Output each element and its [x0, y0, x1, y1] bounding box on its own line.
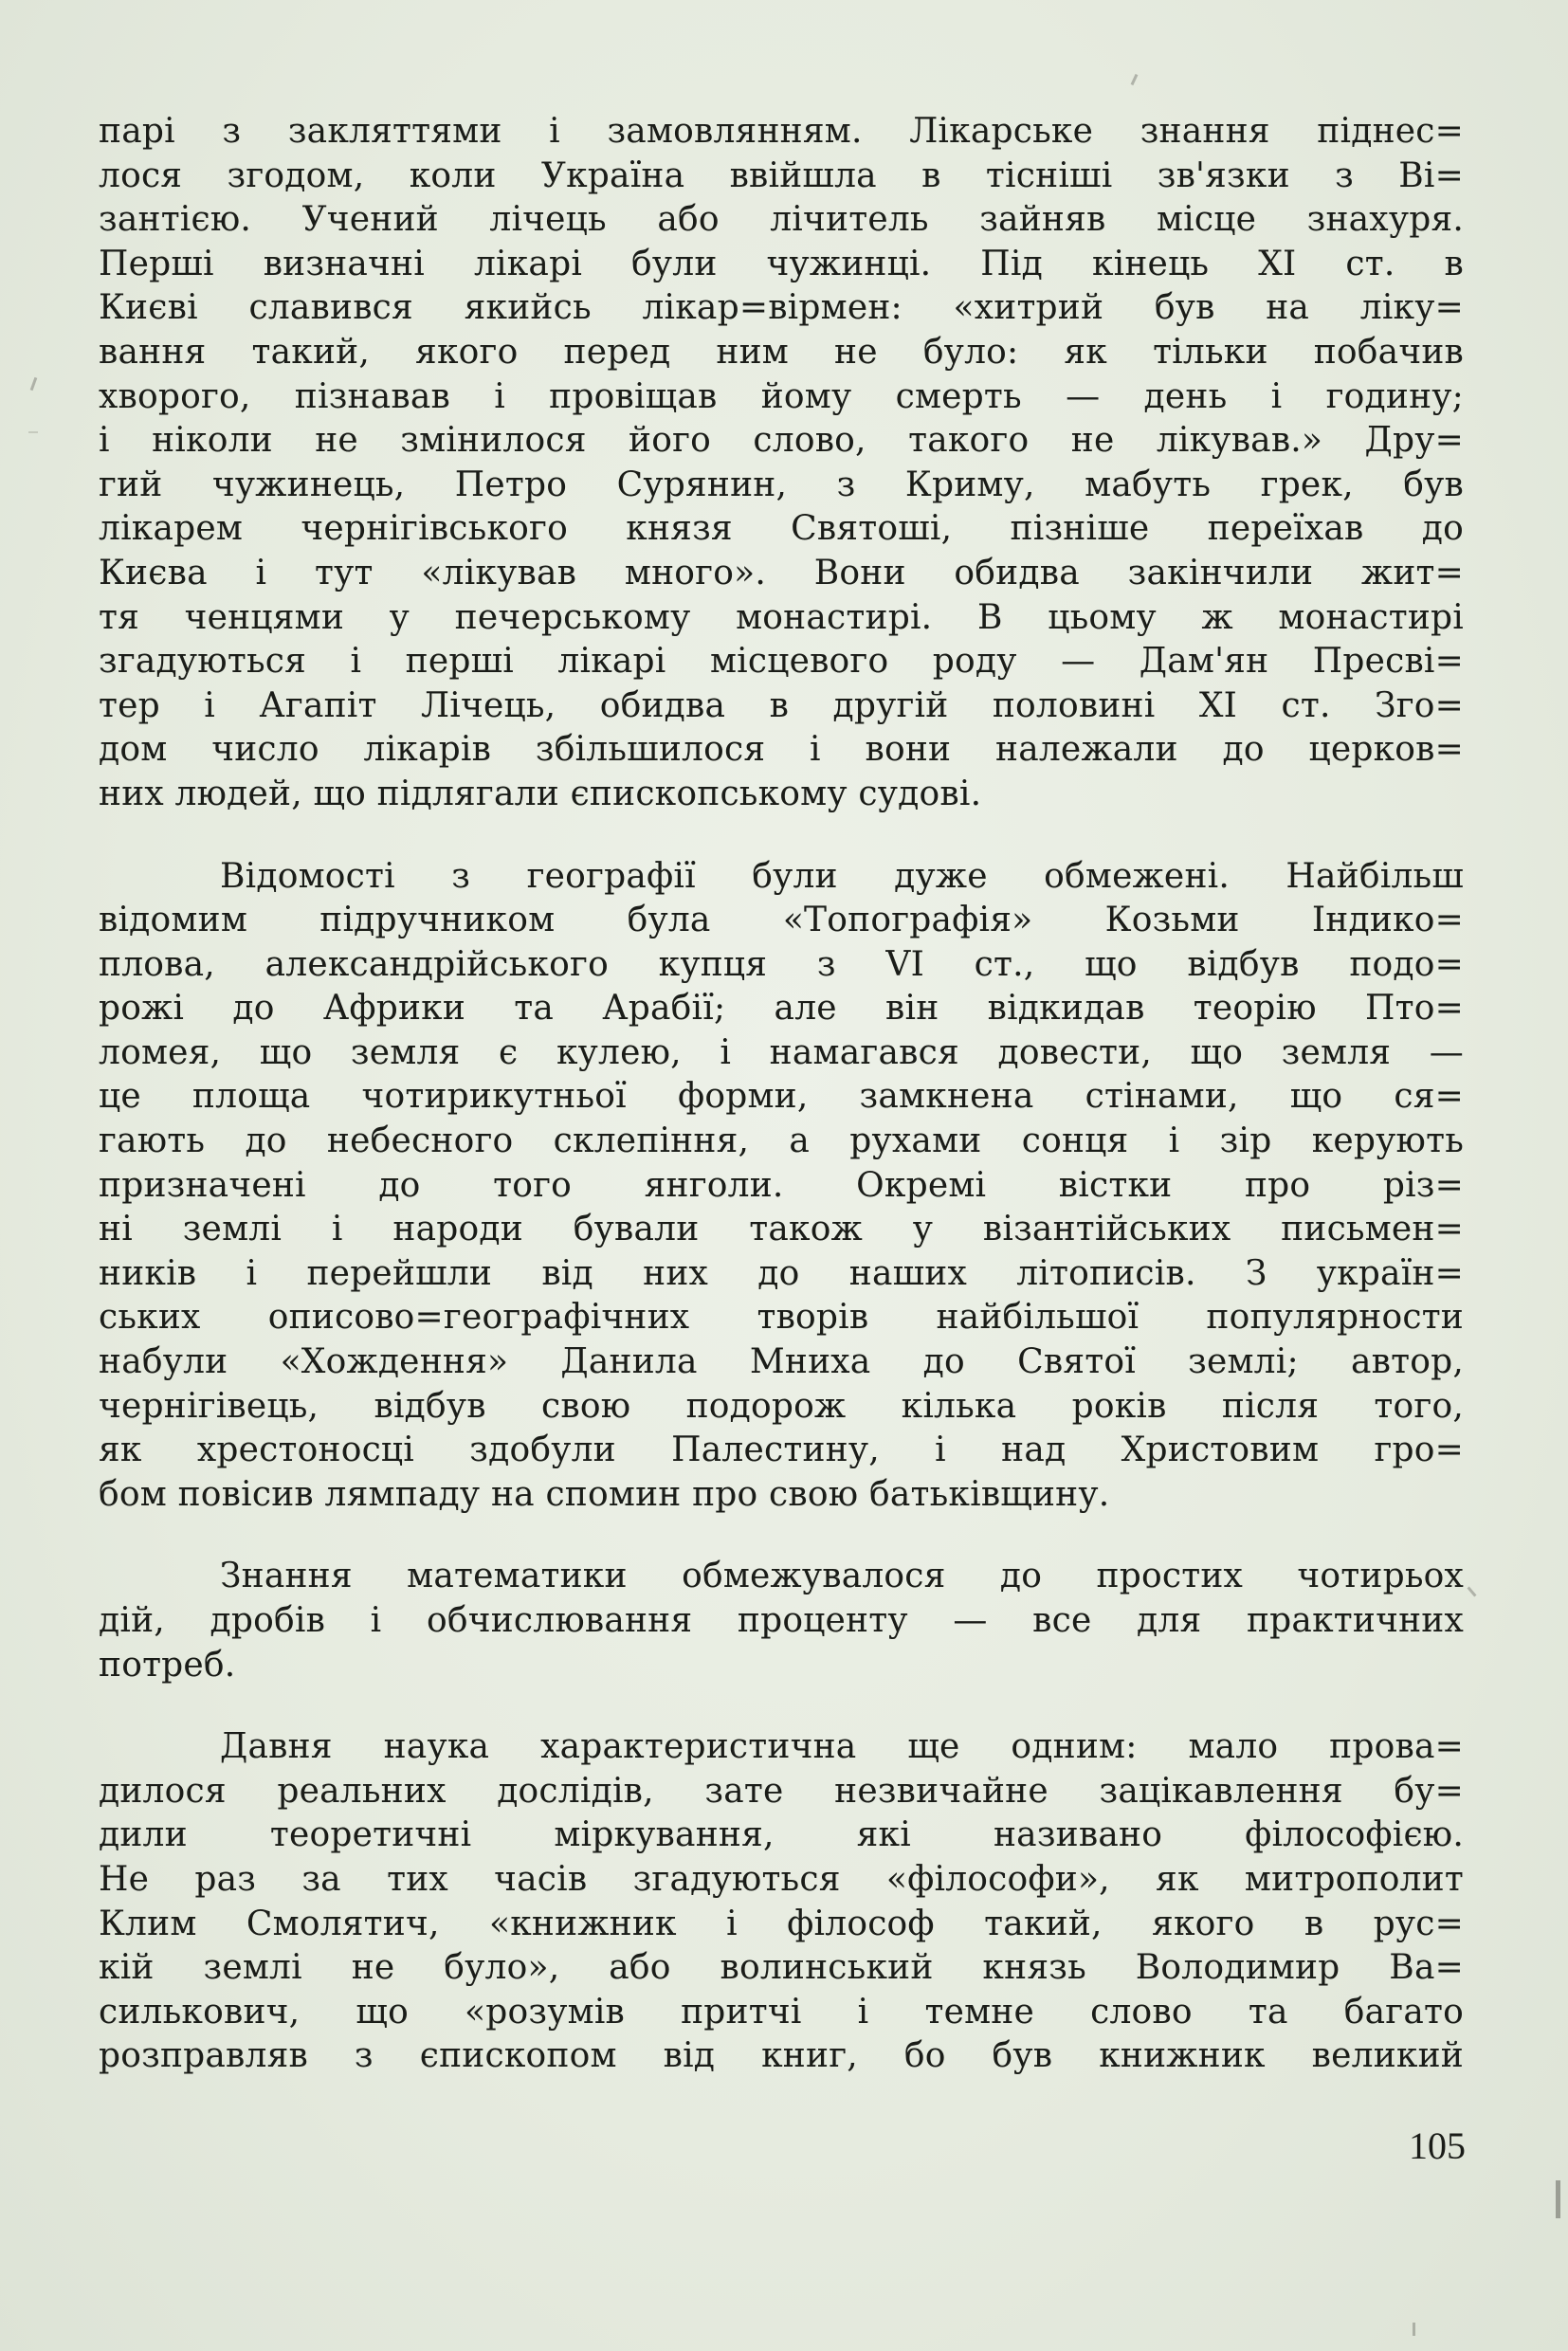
text-line: гають до небесного склепіння, а рухами сонця і зір керують: [99, 1121, 1464, 1161]
text-line: лося згодом, коли Україна ввійшла в тісніші зв'язки з Ві=: [99, 155, 1464, 195]
text-line: і ніколи не змінилося його слово, такого не лікував.» Дру=: [99, 421, 1464, 461]
text-line: гий чужинець, Петро Сурянин, з Криму, мабуть грек, був: [99, 465, 1464, 504]
text-line: потреб.: [99, 1645, 236, 1685]
text-line: Відомості з географії були дуже обмежені. Найбільш: [220, 856, 1464, 896]
text-line: Знання математики обмежувалося до простих чотирьох: [220, 1557, 1464, 1596]
text-line: дили теоретичні міркування, які називано філософією.: [99, 1815, 1464, 1855]
text-line: Давня наука характеристична ще одним: мало прова=: [220, 1727, 1464, 1767]
text-line: дій, дробів і обчислювання проценту — все для практичних: [99, 1601, 1464, 1640]
text-line: парі з закляттями і замовлянням. Лікарське знання піднес=: [99, 112, 1464, 151]
text-line: ників і перейшли від них до наших літописів. З україн=: [99, 1253, 1464, 1293]
page-number: 105: [1409, 2124, 1466, 2167]
paragraph-mathematics: [99, 1555, 1464, 1687]
text-line: чернігівець, відбув свою подорож кілька років після того,: [99, 1386, 1464, 1426]
text-line: кій землі не було», або волинський князь Володимир Ва=: [99, 1948, 1464, 1988]
text-line: силькович, що «розумів притчі і темне слово та багато: [99, 1992, 1464, 2032]
text-line: Києві славився якийсь лікар=вірмен: «хитрий був на ліку=: [99, 288, 1464, 328]
text-line: плова, александрійського купця з VI ст., що відбув подо=: [99, 944, 1464, 984]
text-line: них людей, що підлягали єпископському судові.: [99, 774, 982, 813]
text-line: вання такий, якого перед ним не було: як тільки побачив: [99, 332, 1464, 372]
text-line: це площа чотирикутньої форми, замкнена стінами, що ся=: [99, 1077, 1464, 1117]
text-line: ських описово=географічних творів найбільшої популярности: [99, 1298, 1464, 1338]
text-line: набули «Хождення» Данила Мниха до Святої землі; автор,: [99, 1342, 1464, 1382]
text-line: дилося реальних дослідів, зате незвичайне зацікавлення бу=: [99, 1771, 1464, 1811]
text-line: згадуються і перші лікарі місцевого роду — Дам'ян Пресві=: [99, 642, 1464, 682]
text-line: Києва і тут «лікував много». Вони обидва закінчили жит=: [99, 553, 1464, 592]
text-line: Не раз за тих часів згадуються «філософи», як митрополит: [99, 1859, 1464, 1899]
paragraph-geography: [99, 855, 1464, 1518]
text-line: як хрестоносці здобули Палестину, і над Христовим гро=: [99, 1431, 1464, 1470]
text-line: відомим підручником була «Топографія» Козьми Індико=: [99, 901, 1464, 940]
text-line: тер і Агапіт Лічець, обидва в другій половині XI ст. Зго=: [99, 685, 1464, 725]
text-line: тя ченцями у печерському монастирі. В цьому ж монастирі: [99, 597, 1464, 637]
paragraph-philosophy: [99, 1725, 1464, 2079]
text-line: ні землі і народи бували також у візантійських письмен=: [99, 1210, 1464, 1249]
text-line: хворого, пізнавав і провіщав йому смерть — день і годину;: [99, 376, 1464, 416]
text-line: Перші визначні лікарі були чужинці. Під кінець XI ст. в: [99, 244, 1464, 283]
text-line: розправляв з єпископом від книг, бо був книжник великий: [99, 2036, 1464, 2076]
text-line: призначені до того янголи. Окремі вістки про різ=: [99, 1165, 1464, 1205]
paragraph-medicine: [99, 110, 1464, 817]
text-line: рожі до Африки та Арабії; але він відкидав теорію Пто=: [99, 989, 1464, 1029]
text-line: лікарем чернігівського князя Святоші, пізніше переїхав до: [99, 509, 1464, 549]
body-text: [99, 110, 1464, 2079]
text-line: зантією. Учений лічець або лічитель зайняв місце знахуря.: [99, 200, 1464, 240]
text-line: Клим Смолятич, «книжник і філософ такий, якого в рус=: [99, 1904, 1464, 1943]
text-line: дом число лікарів збільшилося і вони належали до церков=: [99, 730, 1464, 770]
text-line: ломея, що земля є кулею, і намагався довести, що земля —: [99, 1032, 1464, 1072]
text-line: бом повісив лямпаду на спомин про свою батьківщину.: [99, 1474, 1110, 1514]
